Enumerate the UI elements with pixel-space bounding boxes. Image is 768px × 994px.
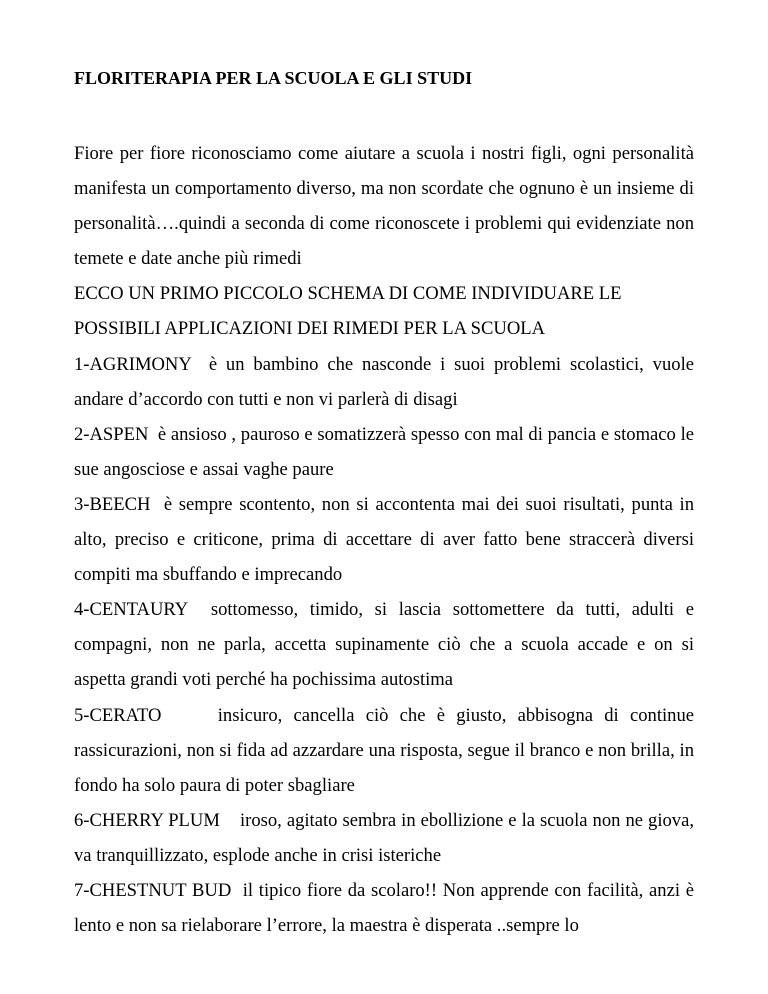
remedy-description: è un bambino che nasconde i suoi problemi scolastici, vuole andare d’accordo con tutti e non vi parlerà di disagi	[74, 353, 694, 410]
remedy-description: sottomesso, timido, si lascia sottomettere da tutti, adulti e compagni, non ne parla, accetta supinamente ciò che a scuola accade e on si aspetta grandi voti perché ha pochissima autostima	[74, 599, 695, 691]
remedy-name: 2-ASPEN	[74, 423, 158, 445]
remedy-description: è sempre scontento, non si accontenta mai dei suoi risultati, punta in alto, preciso e criticone, prima di accettare di aver fatto bene straccerà diversi compiti ma sbuffando e imprecando	[74, 493, 694, 586]
remedy-aspen	[74, 417, 694, 487]
remedy-centaury	[74, 592, 694, 697]
remedy-description: è ansioso , pauroso e somatizzerà spesso con mal di pancia e stomaco le sue angosciose e assai vaghe paure	[74, 423, 694, 480]
remedy-name: 7-CHESTNUT BUD	[74, 879, 243, 901]
remedy-description: insicuro, cancella ciò che è giusto, abbisogna di continue rassicurazioni, non si fida ad azzardare una risposta, segue il branco e non brilla, in fondo ha solo paura di poter sbagliare	[74, 704, 694, 796]
remedy-name: 6-CHERRY PLUM	[74, 809, 240, 831]
remedy-cerato	[74, 698, 694, 803]
document-title: FLORITERAPIA PER LA SCUOLA E GLI STUDI	[74, 68, 473, 88]
remedy-name: 3-BEECH	[74, 493, 164, 515]
remedy-description: iroso, agitato sembra in ebollizione e la scuola non ne giova, va tranquillizzato, esplode anche in crisi isteriche	[74, 809, 694, 866]
remedy-chestnut-bud	[74, 873, 694, 943]
remedy-agrimony	[74, 347, 694, 417]
remedy-beech	[74, 487, 694, 592]
remedy-description: il tipico fiore da scolaro!! Non apprende con facilità, anzi è lento e non sa rielaborare l’errore, la maestra è disperata ..sempre lo	[74, 879, 694, 937]
remedy-name: 4-CENTAURY	[74, 599, 211, 621]
document-body	[74, 136, 694, 943]
schema-heading: ECCO UN PRIMO PICCOLO SCHEMA DI COME INDIVIDUARE LE POSSIBILI APPLICAZIONI DEI RIMEDI PER LA SCUOLA	[74, 283, 622, 340]
remedy-cherry-plum	[74, 803, 694, 873]
remedy-name: 5-CERATO	[74, 704, 218, 726]
intro-paragraph: Fiore per fiore riconosciamo come aiutare a scuola i nostri figli, ogni personalità manifesta un comportamento diverso, ma non scordate che ognuno è un insieme di personalità….quindi a seconda di come riconoscete i problemi qui evidenziate non temete e date anche più rimedi	[74, 143, 694, 270]
remedy-name: 1-AGRIMONY	[74, 353, 209, 375]
